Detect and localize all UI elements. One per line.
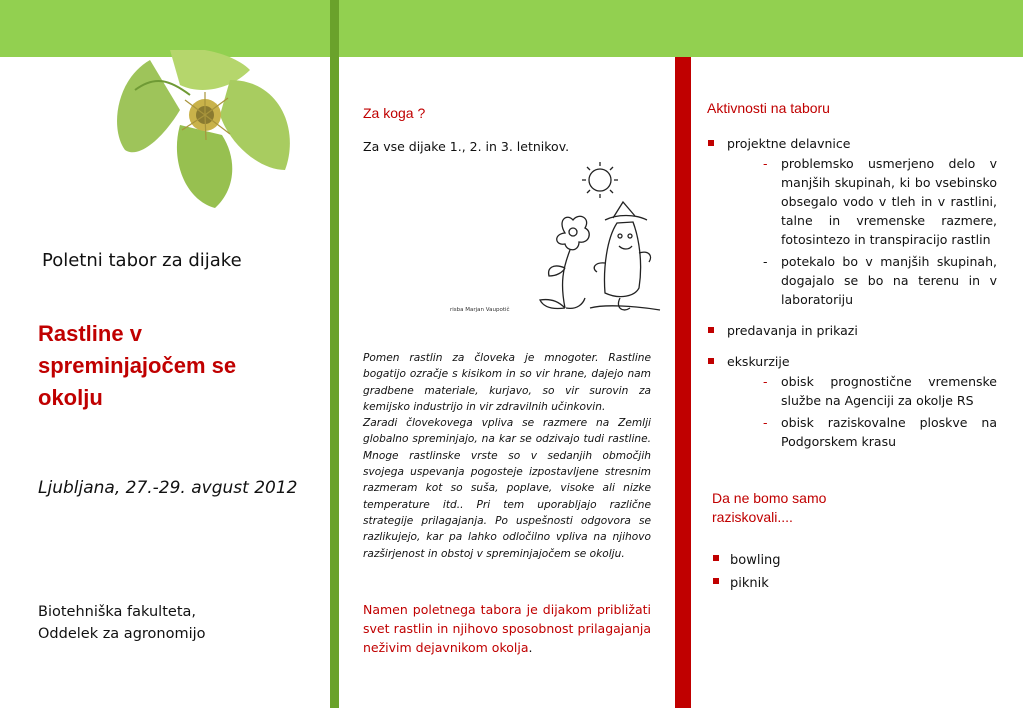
fun-item-text: bowling	[730, 553, 781, 568]
purpose-period: .	[528, 640, 533, 655]
fun-item	[712, 572, 781, 595]
square-bullet-icon	[713, 578, 719, 584]
square-bullet-icon	[713, 555, 719, 561]
activity-subitem-text: problemsko usmerjeno delo v manjših skupinah, ki bo vsebinsko obsegalo vodo v tleh in v rastlini, talne in vremenske razmere, fotosintezo in transpiracijo rastlin	[781, 156, 997, 247]
audience-text: Za vse dijake 1., 2. in 3. letnikov.	[363, 139, 570, 154]
red-column-divider	[675, 57, 691, 708]
activities-heading: Aktivnosti na taboru	[707, 100, 830, 116]
dash-bullet: -	[763, 415, 768, 430]
activity-sublist	[727, 154, 997, 309]
activity-subitem-text: obisk prognostične vremenske službe na Agenciji za okolje RS	[781, 374, 997, 408]
activity-item	[707, 352, 997, 451]
drawing-credit: risba Marjan Vaupotič	[450, 307, 510, 313]
sun-and-plant-cartoon-drawing	[535, 158, 665, 323]
top-color-bar	[0, 0, 1023, 57]
intro-paragraph: Zaradi človekovega vpliva se razmere na Zemlji globalno spreminjajo, na kar se odzivajo tudi rastline. Mnoge rastlinske vrste so v sedanjih območjih svojega uspevanja pogosteje izpostavljene stresnim razmeram kot so suša, poplave, visoke ali nizke temperature itd.. Pri tem uporabljajo različne strategije prilagajanja. Po uspešnosti odgovora se razlikujejo, kar pa lahko odločilno vpliva na njihovo razširjenost in obstoj v spreminjajočem se okolju.	[363, 417, 651, 560]
activities-list	[707, 134, 997, 463]
audience-heading: Za koga ?	[363, 105, 426, 121]
dash-bullet: -	[763, 156, 768, 171]
title-line: Rastline v	[38, 321, 142, 346]
activity-label: predavanja in prikazi	[727, 323, 858, 338]
fun-item	[712, 549, 781, 572]
activity-subitem	[763, 413, 997, 451]
fun-item-text: piknik	[730, 576, 769, 591]
activity-subitem-text: potekalo bo v manjših skupinah, dogajalo se bo na terenu in v laboratoriju	[781, 254, 997, 307]
hellebore-flower-image	[110, 50, 300, 210]
square-bullet-icon	[708, 140, 714, 146]
event-date: Ljubljana, 27.-29. avgust 2012	[38, 478, 298, 498]
intro-text	[363, 350, 651, 562]
fun-list	[712, 549, 781, 595]
event-title	[38, 318, 318, 414]
institution-line: Biotehniška fakulteta,	[38, 604, 196, 620]
activity-sublist	[727, 372, 997, 451]
fun-heading: Da ne bomo samo raziskovali....	[712, 490, 827, 525]
square-bullet-icon	[708, 327, 714, 333]
activity-label: projektne delavnice	[727, 136, 851, 151]
activity-subitem	[763, 154, 997, 249]
activity-label: ekskurzije	[727, 354, 790, 369]
intro-paragraph: Pomen rastlin za človeka je mnogoter. Rastline bogatijo ozračje s kisikom in so vir hrane, dajejo nam gradbene materiale, kurjavo, so vir surovin za kemijsko industrijo in vir zdravilnih učinkovin.	[363, 352, 651, 413]
activity-subitem	[763, 252, 997, 309]
dash-bullet: -	[763, 374, 768, 389]
title-line: spreminjajočem se	[38, 353, 237, 378]
institution-line: Oddelek za agronomijo	[38, 626, 206, 642]
institution	[38, 601, 206, 645]
activity-subitem	[763, 372, 997, 410]
activity-item	[707, 134, 997, 309]
dash-bullet: -	[763, 254, 768, 269]
square-bullet-icon	[708, 358, 714, 364]
event-subtitle: Poletni tabor za dijake	[42, 250, 242, 271]
purpose-sentence: Namen poletnega tabora je dijakom približati svet rastlin in njihovo sposobnost prilagajanja neživim dejavnikom okolja	[363, 602, 651, 655]
purpose-text	[363, 600, 651, 657]
green-column-divider	[330, 0, 339, 708]
title-line: okolju	[38, 385, 103, 410]
activity-subitem-text: obisk raziskovalne ploskve na Podgorskem krasu	[781, 415, 997, 449]
activity-item	[707, 321, 997, 340]
